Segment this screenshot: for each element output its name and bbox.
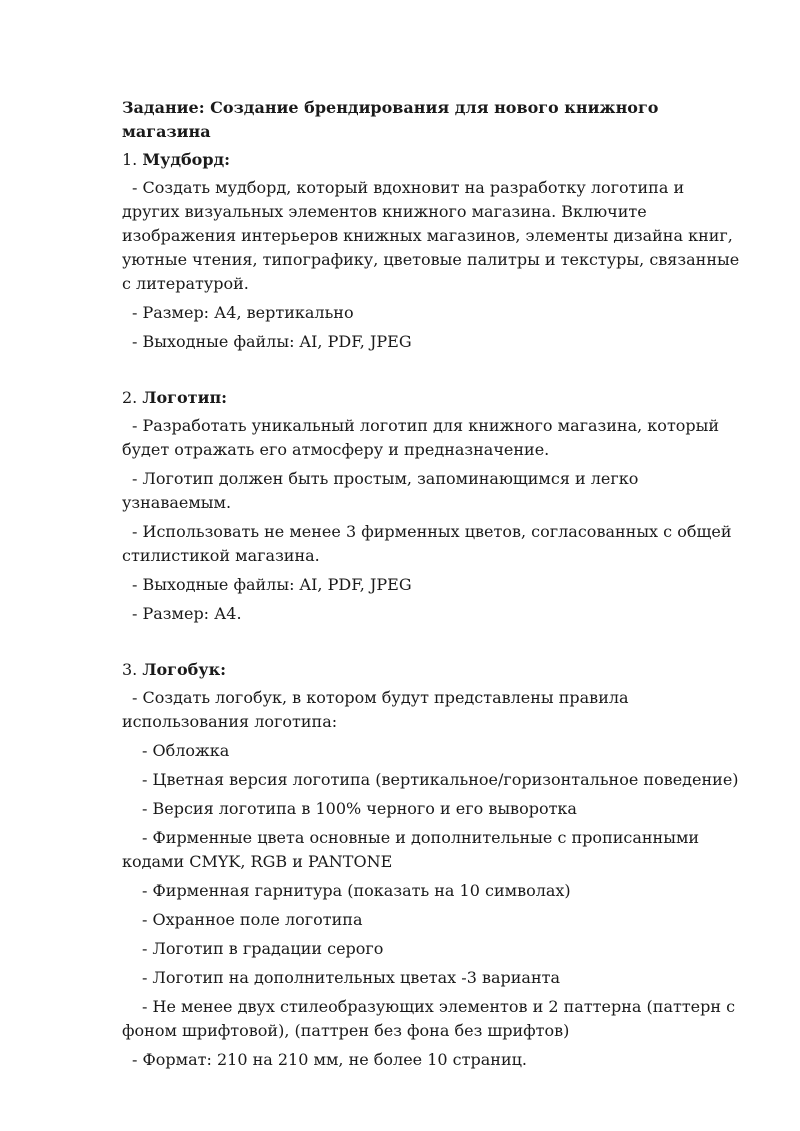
sub-list-item: - Цветная версия логотипа (вертикальное/горизонтальное поведение) — [142, 770, 739, 789]
list-item: - Создать мудборд, который вдохновит на разработку логотипа и других визуальных элементов книжного магазина. Включите изображения интерьеров книжных магазинов, элементы дизайна книг, уютные чтения, типографику, цветовые палитры и текстуры, связанные с литературой. — [122, 178, 740, 293]
spacer — [122, 631, 742, 658]
document-title: Задание: Создание брендирования для нового книжного магазина — [122, 98, 659, 141]
list-item: - Выходные файлы: AI, PDF, JPEG — [132, 332, 412, 351]
section-title: Логотип: — [142, 388, 228, 407]
section-heading-logo — [122, 386, 742, 410]
section-title: Мудборд: — [142, 150, 231, 169]
section-number: 1. — [122, 150, 138, 169]
list-item: - Создать логобук, в котором будут представлены правила использования логотипа: — [122, 688, 629, 731]
list-item: - Формат: 210 на 210 мм, не более 10 страниц. — [132, 1050, 527, 1069]
section-heading-moodboard — [122, 148, 742, 172]
sub-list-item: - Охранное поле логотипа — [142, 910, 363, 929]
section-heading-logobook — [122, 658, 742, 682]
list-item: - Разработать уникальный логотип для книжного магазина, который будет отражать его атмосферу и предназначение. — [122, 416, 720, 459]
sub-list-item: - Обложка — [142, 741, 230, 760]
sub-list-item: - Версия логотипа в 100% черного и его выворотка — [142, 799, 577, 818]
list-item: - Логотип должен быть простым, запоминающимся и легко узнаваемым. — [122, 469, 639, 512]
sub-list-item: - Не менее двух стилеобразующих элементов и 2 паттерна (паттерн с фоном шрифтовой), (паттрен без фона без шрифтов) — [122, 997, 736, 1040]
sub-list-item: - Фирменные цвета основные и дополнительные с прописанными кодами CMYK, RGB и PANTONE — [122, 828, 700, 871]
section-title: Логобук: — [142, 660, 227, 679]
sub-list-item: - Логотип на дополнительных цветах -3 варианта — [142, 968, 561, 987]
list-item: - Размер: А4. — [132, 604, 242, 623]
section-number: 2. — [122, 388, 138, 407]
section-number: 3. — [122, 660, 138, 679]
list-item: - Выходные файлы: AI, PDF, JPEG — [132, 575, 412, 594]
list-item: - Использовать не менее 3 фирменных цветов, согласованных с общей стилистикой магазина. — [122, 522, 732, 565]
sub-list-item: - Фирменная гарнитура (показать на 10 символах) — [142, 881, 571, 900]
spacer — [122, 359, 742, 386]
document-page — [122, 96, 742, 1077]
list-item: - Размер: А4, вертикально — [132, 303, 354, 322]
sub-list-item: - Логотип в градации серого — [142, 939, 384, 958]
